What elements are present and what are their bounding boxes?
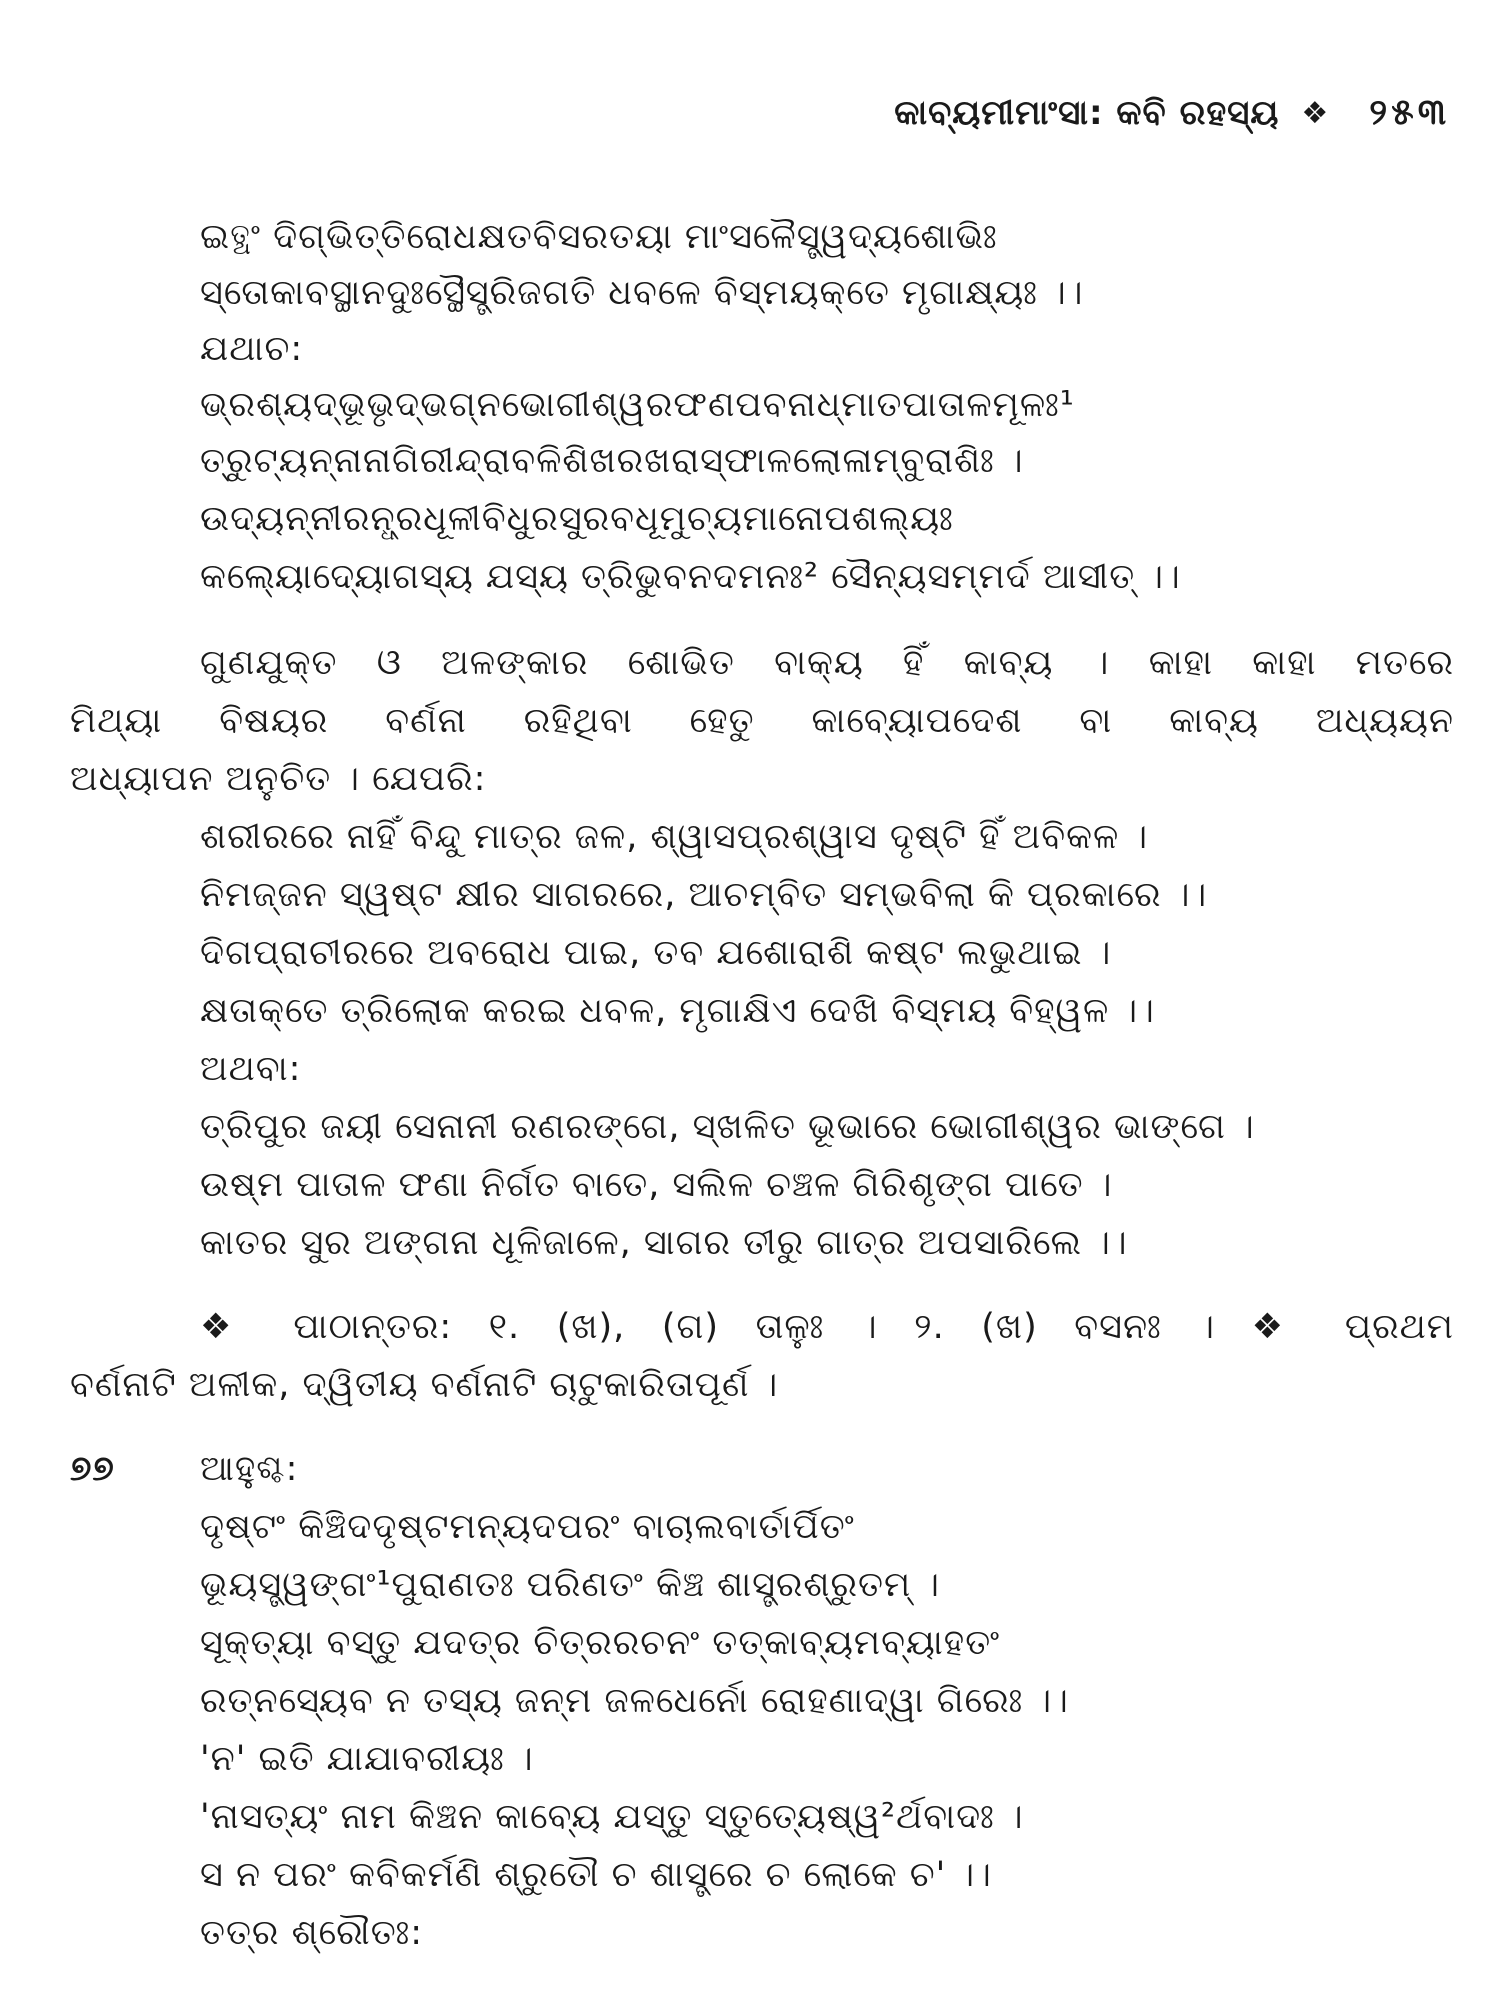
footnote-line: ବର୍ଣନାଟି ଅଳୀକ, ଦ୍ୱିତୀୟ ବର୍ଣନାଟି ଚାଟୁକାରିତାପୂର୍ଣ । xyxy=(70,1365,779,1405)
subheading-yathacha: ଯଥାଚ: xyxy=(200,329,304,369)
verse-line: ସ ନ ପରଂ କବିକର୍ମଣି ଶ୍ରୁତୌ ଚ ଶାସ୍ତ୍ରେ ଚ ଲୋକେ ଚ' ।। xyxy=(200,1855,992,1895)
verse-line: ଦୃଷ୍ଟଂ କିଞ୍ଚିଦଦୃଷ୍ଟମନ୍ୟଦପରଂ ବାଚାଲବାର୍ତାର୍ପିତଂ xyxy=(200,1507,855,1547)
verse-line: ଭୂୟସ୍ତ୍ୱଙ୍ଗଂ¹ପୁରାଣତଃ ପରିଣତଂ କିଞ୍ଚ ଶାସ୍ତ୍ରଶ୍ରୁତମ୍ । xyxy=(200,1565,941,1605)
section-label: ଆହୁଶ୍ଚ: xyxy=(200,1449,299,1489)
prose-line: ଗୁଣଯୁକ୍ତ ଓ ଅଳଙ୍କାର ଶୋଭିତ ବାକ୍ୟ ହିଁ କାବ୍ୟ । କାହା କାହା ମତରେ xyxy=(200,643,1454,683)
verse-line: 'ନାସତ୍ୟଂ ନାମ କିଞ୍ଚନ କାବ୍ୟେ ଯସ୍ତୁ ସ୍ତୁତ୍ୟେଷ୍ୱ²ର୍ଥବାଦଃ । xyxy=(200,1797,1024,1837)
footnote-line: ❖ ପାଠାନ୍ତର: ୧. (ଖ), (ଗ) ତାଳୁଃ । ୨. (ଖ) ବସନଃ । ❖ ପ୍ରଥମ xyxy=(200,1307,1454,1347)
verse-line: କଲ୍ୟୋଦ୍ୟୋଗସ୍ୟ ଯସ୍ୟ ତ୍ରିଭୁବନଦମନଃ² ସୈନ୍ୟସମ୍ମର୍ଦ ଆସୀତ୍ ।। xyxy=(200,557,1181,597)
verse-line: ଇତ୍ଥଂ ଦିଗ୍‌ଭିତ୍ତିରୋଧକ୍ଷତବିସରତୟା ମାଂସଳୈସ୍ତ୍ୱଦ୍ୟଶୋଭିଃ xyxy=(200,217,998,257)
verse-line: ଉଦ୍ୟନ୍ନୀରନ୍ଧ୍ରଧୂଳୀବିଧୁରସୁରବଧୂମୁଚ୍ୟମାନୋପଶଲ୍ୟଃ xyxy=(200,499,954,539)
verse-line: ଭ୍ରଶ୍ୟଦ୍ଭୂଭୃଦ୍ଭଗ୍ନଭୋଗୀଶ୍ୱରଫଣପବନାଧ୍ମାତପାତାଳମୂଳଃ¹ xyxy=(200,385,1075,425)
verse-line: ତତ୍ର ଶ୍ରୌତଃ: xyxy=(200,1913,424,1953)
page-number: ୨୫୩ xyxy=(1369,92,1450,133)
prose-line: ମିଥ୍ୟା ବିଷୟର ବର୍ଣନା ରହିଥିବା ହେତୁ କାବ୍ୟୋପଦେଶ ବା କାବ୍ୟ ଅଧ୍ୟୟନ xyxy=(70,701,1454,741)
verse-line: କାତର ସୁର ଅଙ୍ଗନା ଧୂଳିଜାଳେ, ସାଗର ତୀରୁ ଗାତ୍ର ଅପସାରିଲେ ।। xyxy=(200,1223,1128,1263)
verse-line: ଶରୀରରେ ନାହିଁ ବିନ୍ଦୁ ମାତ୍ର ଜଳ, ଶ୍ୱାସପ୍ରଶ୍ୱାସ ଦୃଷ୍ଟି ହିଁ ଅବିକଳ । xyxy=(200,817,1149,857)
verse-line: ସ୍ତୋକାବସ୍ଥାନଦୁଃସ୍ଥୈସ୍ତ୍ରିଜଗତି ଧବଳେ ବିସ୍ମୟକ୍ତେ ମୃଗାକ୍ଷ୍ୟଃ ।। xyxy=(200,273,1084,313)
prose-line: ଅଧ୍ୟାପନ ଅନୁଚିତ । ଯେପରି: xyxy=(70,759,487,799)
verse-line: ଦିଗପ୍ରାଚୀରରେ ଅବରୋଧ ପାଇ, ତବ ଯଶୋରାଶି କଷ୍ଟ ଲଭୁଥାଇ । xyxy=(200,933,1112,973)
running-header xyxy=(550,88,1450,138)
ornament-icon: ❖ xyxy=(1301,95,1330,131)
verse-line: କ୍ଷତାକ୍ତେ ତ୍ରିଲୋକ କରଇ ଧବଳ, ମୃଗାକ୍ଷିଏ ଦେଖି ବିସ୍ମୟ ବିହ୍ୱଳ ।। xyxy=(200,991,1155,1031)
verse-line: ରତ୍ନସ୍ୟେବ ନ ତସ୍ୟ ଜନ୍ମ ଜଳଧେର୍ନୋ ରୋହଣାଦ୍ୱା ଗିରେଃ ।। xyxy=(200,1681,1069,1721)
verse-line: ସୂକ୍ତ୍ୟା ବସ୍ତୁ ଯଦତ୍ର ଚିତ୍ରରଚନଂ ତତ୍କାବ୍ୟମବ୍ୟାହତଂ xyxy=(200,1623,1001,1663)
verse-line: ଉଷ୍ମ ପାତାଳ ଫଣା ନିର୍ଗତ ବାତେ, ସଲିଳ ଚଞ୍ଚଳ ଗିରିଶୃଙ୍ଗ ପାତେ । xyxy=(200,1165,1113,1205)
verse-line: ତ୍ରୁଟ୍ୟନ୍ନାନାଗିରୀନ୍ଦ୍ରାବଳିଶିଖରଖରାସ୍ଫାଳଲୋଳାମ୍ବୁରାଶିଃ । xyxy=(200,441,1024,481)
header-title: କାବ୍ୟମୀମାଂସା: କବି ରହସ୍ୟ xyxy=(894,93,1280,133)
verse-line: 'ନ' ଇତି ଯାଯାବରୀୟଃ । xyxy=(200,1739,534,1779)
verse-line: ନିମଜ୍ଜନ ସ୍ୱଷ୍ଟ କ୍ଷୀର ସାଗରରେ, ଆଚମ୍ବିତ ସମ୍ଭବିଲା କି ପ୍ରକାରେ ।। xyxy=(200,875,1208,915)
section-number: ୭୭ xyxy=(70,1449,115,1489)
subheading-athaba: ଅଥବା: xyxy=(200,1049,302,1089)
verse-line: ତ୍ରିପୁର ଜୟୀ ସେନାନୀ ରଣରଙ୍ଗେ, ସ୍ଖଳିତ ଭୂଭାରେ ଭୋଗୀଶ୍ୱର ଭାଙ୍ଗେ । xyxy=(200,1107,1255,1147)
